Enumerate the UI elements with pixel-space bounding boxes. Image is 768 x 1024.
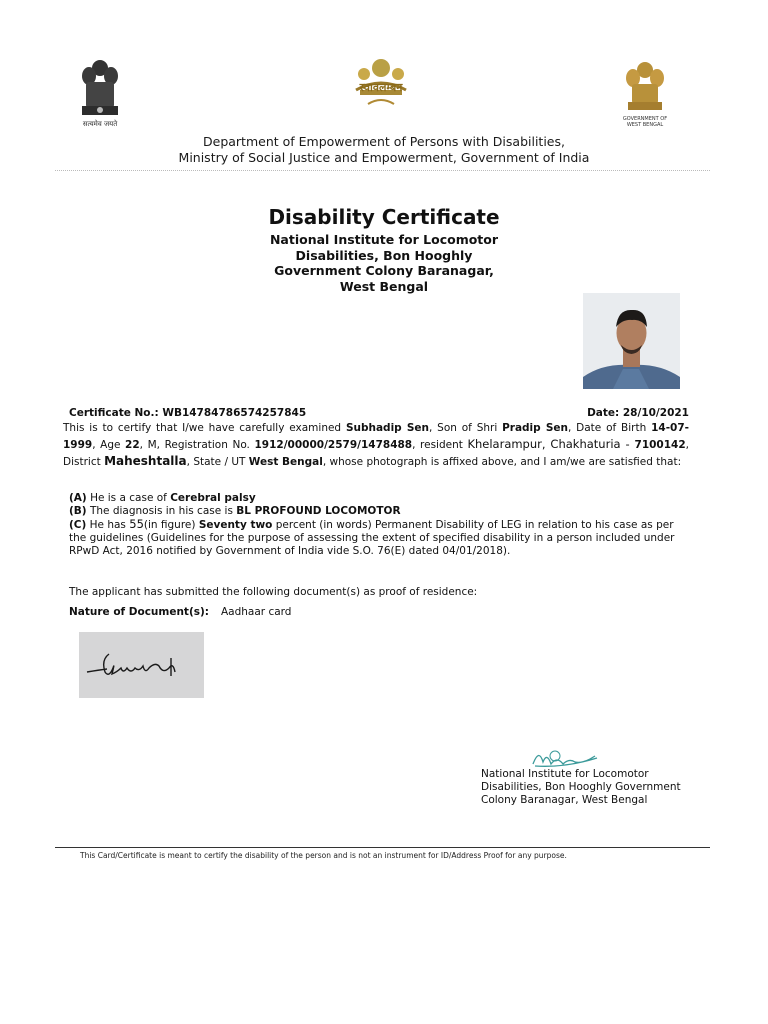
department-header xyxy=(0,134,768,166)
applicant-signature xyxy=(79,632,204,698)
finding-a: (A) He is a case of Cerebral palsy xyxy=(69,492,256,504)
condition: Cerebral palsy xyxy=(170,492,256,504)
applicant-name: Subhadip Sen xyxy=(345,422,429,434)
department-line-1: Department of Empowerment of Persons with Disabilities, xyxy=(203,134,565,149)
department-line-2: Ministry of Social Justice and Empowerment, Government of India xyxy=(178,150,590,165)
date-value: 28/10/2021 xyxy=(622,407,689,419)
nature-value: Aadhaar card xyxy=(221,606,292,618)
disability-percent-words: Seventy two xyxy=(198,519,273,531)
age: 22 xyxy=(125,439,140,451)
nature-label: Nature of Document(s): xyxy=(69,606,209,618)
footer-divider xyxy=(55,847,710,848)
finding-b: (B) The diagnosis in his case is BL PROFOUND LOCOMOTOR xyxy=(69,505,401,517)
applicant-photo xyxy=(583,293,680,389)
document-nature xyxy=(69,606,292,618)
certification-paragraph: This is to certify that I/we have carefully examined Subhadip Sen, Son of Shri Pradip Sen, Date of Birth 14-07-1999, Age 22, M, Registration No. 1912/00000/2579/1478488, resident Khelarampur, Chakhaturia - 7100142, District Maheshtalla, State / UT West Bengal, whose photograph is affixed above, and I am/we are satisfied that: xyxy=(63,422,690,468)
west-bengal-caption: GOVERNMENT OF WEST BENGAL xyxy=(622,116,668,128)
resident-address: Khelarampur, Chakhaturia - xyxy=(467,437,635,451)
diagnosis: BL PROFOUND LOCOMOTOR xyxy=(236,505,401,517)
date-label: Date: xyxy=(587,407,620,419)
certificate-title: Disability Certificate xyxy=(268,205,500,229)
state: West Bengal xyxy=(248,456,323,468)
certificate-number: WB14784786574257845 xyxy=(162,407,307,419)
issuing-institute: National Institute for Locomotor Disabilities, Bon Hooghly Government Colony Baranagar, West Bengal xyxy=(269,232,499,294)
registration-number: 1912/00000/2579/1478488 xyxy=(254,439,413,451)
pin-code: 7100142 xyxy=(634,439,686,451)
finding-c: (C) He has 55(in figure) Seventy two percent (in words) Permanent Disability of LEG in relation to his case as per the guidelines (Guidelines for the purpose of assessing the extent of specified disability in a person included under RPwD Act, 2016 notified by Government of India vide S.O. 76(E) dated 04/01/2018). xyxy=(69,517,675,557)
swavlamban-word: स्वावलम्बन xyxy=(359,81,403,94)
certificate-number-line xyxy=(69,407,689,419)
father-name: Pradip Sen xyxy=(502,422,568,434)
emblem-motto-caption: सत्यमेव जयते xyxy=(82,120,118,128)
disability-percent: 55 xyxy=(129,517,144,531)
residence-statement: The applicant has submitted the following document(s) as proof of residence: xyxy=(69,586,478,598)
findings-list xyxy=(69,492,689,558)
date-of-birth: 14-07-1999 xyxy=(63,422,690,451)
footer-disclaimer: This Card/Certificate is meant to certify the disability of the person and is not an instrument for ID/Address Proof for any purpose. xyxy=(80,851,567,860)
issuing-authority: National Institute for Locomotor Disabilities, Bon Hooghly Government Colony Baranagar, West Bengal xyxy=(481,768,681,806)
certificate-date xyxy=(587,407,689,419)
west-bengal-emblem-icon xyxy=(620,58,670,118)
certificate-number-label: Certificate No.: xyxy=(69,407,159,419)
district: Maheshtalla xyxy=(104,454,187,468)
header-divider xyxy=(55,170,710,171)
